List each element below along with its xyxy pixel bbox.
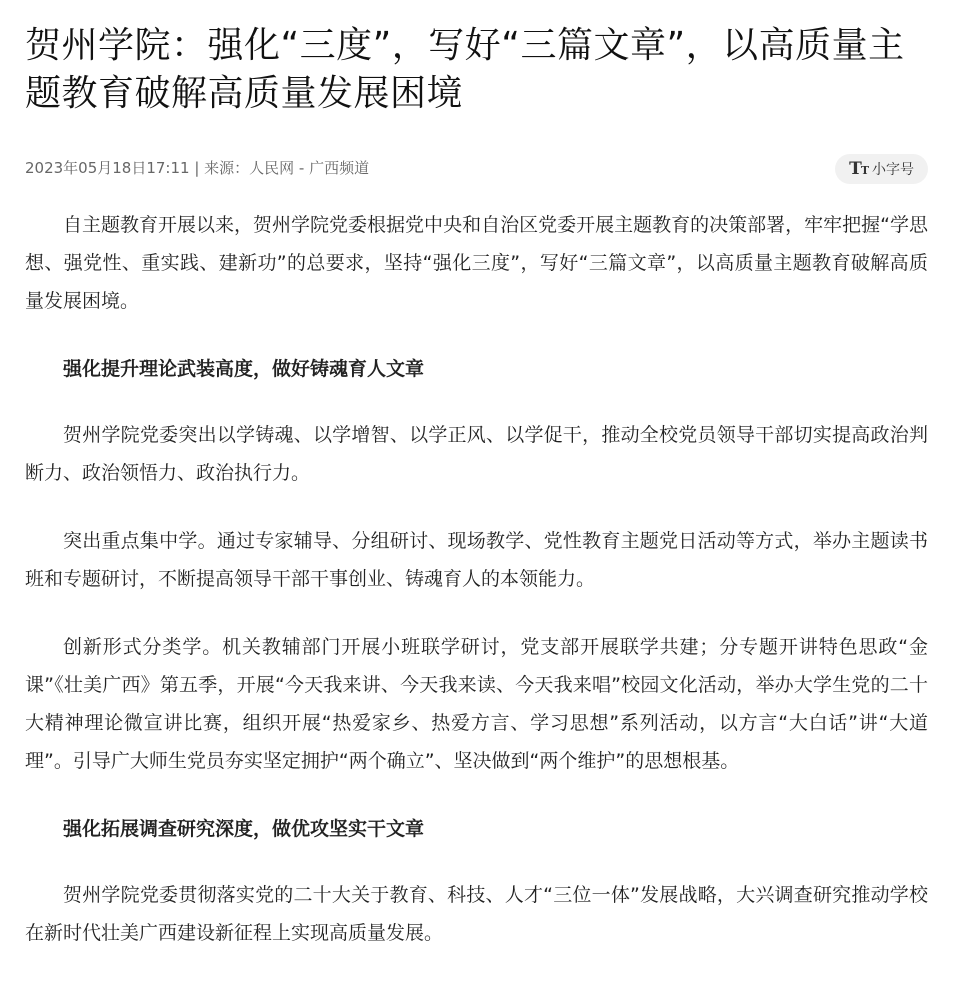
- publish-meta: 2023年05月18日17:11 | 来源：人民网 - 广西频道: [25, 159, 370, 177]
- paragraph: 创新形式分类学。机关教辅部门开展小班联学研讨，党支部开展联学共建；分专题开讲特色思政“金课”《壮美广西》第五季，开展“今天我来讲、今天我来读、今天我来唱”校园文化活动，举办大学生党的二十大精神理论微宣讲比赛，组织开展“热爱家乡、热爱方言、学习思想”系列活动，以方言“大白话”讲“大道理”。引导广大师生党员夯实坚定拥护“两个确立”、坚决做到“两个维护”的思想根基。: [25, 636, 928, 772]
- paragraph: 贺州学院党委贯彻落实党的二十大关于教育、科技、人才“三位一体”发展战略，大兴调查研究推动学校在新时代壮美广西建设新征程上实现高质量发展。: [25, 884, 928, 944]
- font-size-toggle-button[interactable]: [835, 154, 928, 184]
- font-size-toggle-label: 小字号: [872, 162, 914, 178]
- meta-row: [25, 154, 928, 184]
- paragraph: 贺州学院党委突出以学铸魂、以学增智、以学正风、以学促干，推动全校党员领导干部切实提高政治判断力、政治领悟力、政治执行力。: [25, 424, 928, 484]
- section-heading: 强化提升理论武装高度，做好铸魂育人文章: [63, 358, 425, 380]
- article-title: 贺州学院：强化“三度”，写好“三篇文章”，以高质量主题教育破解高质量发展困境: [25, 25, 905, 114]
- paragraph: 自主题教育开展以来，贺州学院党委根据党中央和自治区党委开展主题教育的决策部署，牢牢把握“学思想、强党性、重实践、建新功”的总要求，坚持“强化三度”，写好“三篇文章”，以高质量主题教育破解高质量发展困境。: [25, 214, 928, 312]
- text-size-icon: TT: [849, 159, 868, 179]
- article-body: [25, 206, 928, 952]
- paragraph: 突出重点集中学。通过专家辅导、分组研讨、现场教学、党性教育主题党日活动等方式，举办主题读书班和专题研讨，不断提高领导干部干事创业、铸魂育人的本领能力。: [25, 530, 928, 590]
- section-heading: 强化拓展调查研究深度，做优攻坚实干文章: [63, 818, 425, 840]
